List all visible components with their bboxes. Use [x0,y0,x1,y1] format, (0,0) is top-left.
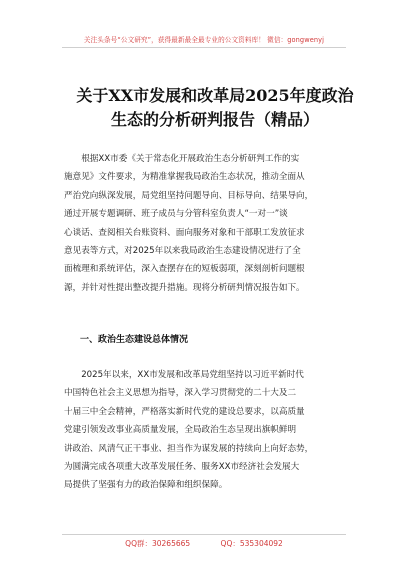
footer-divider [62,534,346,535]
paragraph-line: 面梳理和系统评估，深入查摆存在的短板弱项，深刻剖析问题根 [64,264,305,275]
section-heading: 一、政治生态建设总体情况 [80,335,189,345]
paragraph-line: 讲政治、风清气正干事业、担当作为谋发展的持续向上向好态势， [64,443,314,454]
paragraph-line: 十届三中全会精神，严格落实新时代党的建设总要求，以高质量 [64,406,305,417]
paragraph-line: 心谈话、查阅相关台账资料、面向服务对象和干部职工发放征求 [64,227,305,238]
paragraph-line: 为圆满完成各项重大改革发展任务、服务XX市经济社会发展大 [64,462,300,473]
paragraph-line: 中国特色社会主义思想为指导，深入学习贯彻党的二十大及二 [64,388,297,399]
footer-qq-group: QQ群：30265665 [125,539,191,548]
paragraph-line: 严治党向纵深发展，局党组坚持问题导向、目标导向、结果导向， [64,190,314,201]
paragraph-2 [64,366,350,495]
paragraph-line: 源，并针对性提出整改提升措施。现将分析研判情况报告如下。 [64,282,305,293]
footer-qq: QQ：535304092 [220,539,283,548]
paragraph-line: 党建引领发改事业高质量发展，全局政治生态呈现出旗帜鲜明 [64,425,297,436]
footer-contact [0,538,408,549]
document-title-line-1: 关于XX市发展和改革局2025年度政治 [76,86,354,105]
header-note: 关注头条号“公文研究”，获得最新最全最专业的公文资料库！ 微信：gongwenyj [83,36,325,44]
paragraph-line: 施意见》文件要求，为精准掌握我局政治生态状况，推动全面从 [64,172,305,183]
header-divider [62,47,346,48]
paragraph-1 [64,150,350,297]
paragraph-line: 局提供了坚强有力的政治保障和组织保障。 [64,480,228,491]
paragraph-line: 根据XX市委《关于常态化开展政治生态分析研判工作的实 [64,154,300,164]
paragraph-line: 2025年以来，XX市发展和改革局党组坚持以习近平新时代 [64,370,304,380]
document-title-line-2: 生态的分析研判报告（精品） [110,110,319,129]
document-title [52,84,378,132]
paragraph-line: 通过开展专题调研、班子成员与分管科室负责人“一对一”谈 [64,209,288,220]
paragraph-line: 意见表等方式，对2025年以来我局政治生态建设情况进行了全 [64,246,301,257]
